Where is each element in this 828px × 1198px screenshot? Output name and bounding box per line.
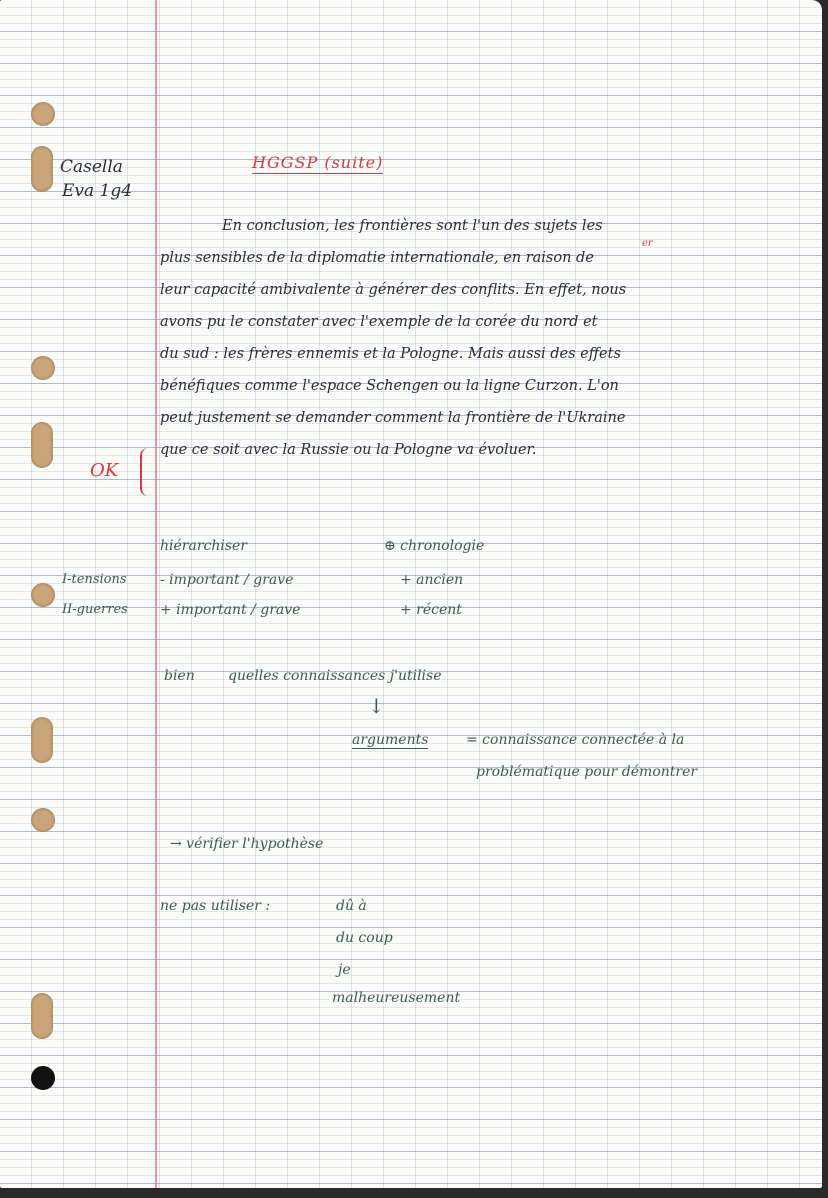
note-more-important: + important / grave — [160, 602, 301, 618]
punch-hole — [31, 422, 53, 468]
student-class-line: Eva 1g4 — [62, 181, 133, 201]
note-verifier: → vérifier l'hypothèse — [170, 836, 324, 852]
note-malheureusement: malheureusement — [332, 990, 461, 1006]
paragraph-line: que ce soit avec la Russie ou la Pologne va évoluer. — [160, 442, 537, 458]
note-chronologie: ⊕ chronologie — [384, 538, 485, 554]
correction-bracket — [140, 448, 152, 496]
note-definition-line1: = connaissance connectée à la — [466, 732, 685, 748]
note-quelles: quelles connaissances j'utilise — [228, 668, 442, 684]
punch-hole — [31, 583, 55, 607]
paragraph-line: plus sensibles de la diplomatie internationale, en raison de — [160, 250, 594, 266]
note-guerres: II-guerres — [62, 602, 128, 617]
correction-er: er — [642, 238, 653, 249]
paragraph-line: peut justement se demander comment la frontière de l'Ukraine — [160, 410, 626, 426]
note-ne-pas-utiliser: ne pas utiliser : — [160, 898, 271, 914]
note-arguments: arguments — [352, 732, 429, 748]
paragraph-line: En conclusion, les frontières sont l'un des sujets les — [222, 218, 603, 234]
note-bien: bien — [164, 668, 195, 684]
note-tensions: I-tensions — [62, 572, 127, 587]
arrow-down-icon: ↓ — [368, 694, 385, 718]
punch-hole — [31, 993, 53, 1039]
note-hierarchiser: hiérarchiser — [160, 538, 248, 554]
note-recent: + récent — [400, 602, 462, 618]
student-name — [60, 155, 132, 203]
punch-hole — [31, 1066, 55, 1090]
margin-line — [155, 0, 157, 1188]
paragraph-line: du sud : les frères ennemis et la Pologne. Mais aussi des effets — [160, 346, 621, 362]
note-du-a: dû à — [336, 898, 367, 914]
correction-ok: OK — [90, 460, 119, 481]
page-title: HGGSP (suite) — [252, 153, 384, 172]
punch-hole — [31, 146, 53, 192]
note-definition-line2: problématique pour démontrer — [476, 764, 698, 780]
note-du-coup: du coup — [336, 930, 393, 946]
note-less-important: - important / grave — [160, 572, 294, 588]
punch-hole — [31, 808, 55, 832]
paragraph-line: avons pu le constater avec l'exemple de la corée du nord et — [160, 314, 598, 330]
note-je: je — [338, 962, 351, 978]
paragraph-line: bénéfiques comme l'espace Schengen ou la ligne Curzon. L'on — [160, 378, 619, 394]
punch-hole — [31, 356, 55, 380]
conclusion-paragraph — [160, 210, 790, 466]
punch-hole — [31, 717, 53, 763]
student-name-line1: Casella — [60, 157, 123, 177]
paragraph-line: leur capacité ambivalente à générer des conflits. En effet, nous — [160, 282, 627, 298]
note-ancien: + ancien — [400, 572, 464, 588]
punch-hole — [31, 102, 55, 126]
